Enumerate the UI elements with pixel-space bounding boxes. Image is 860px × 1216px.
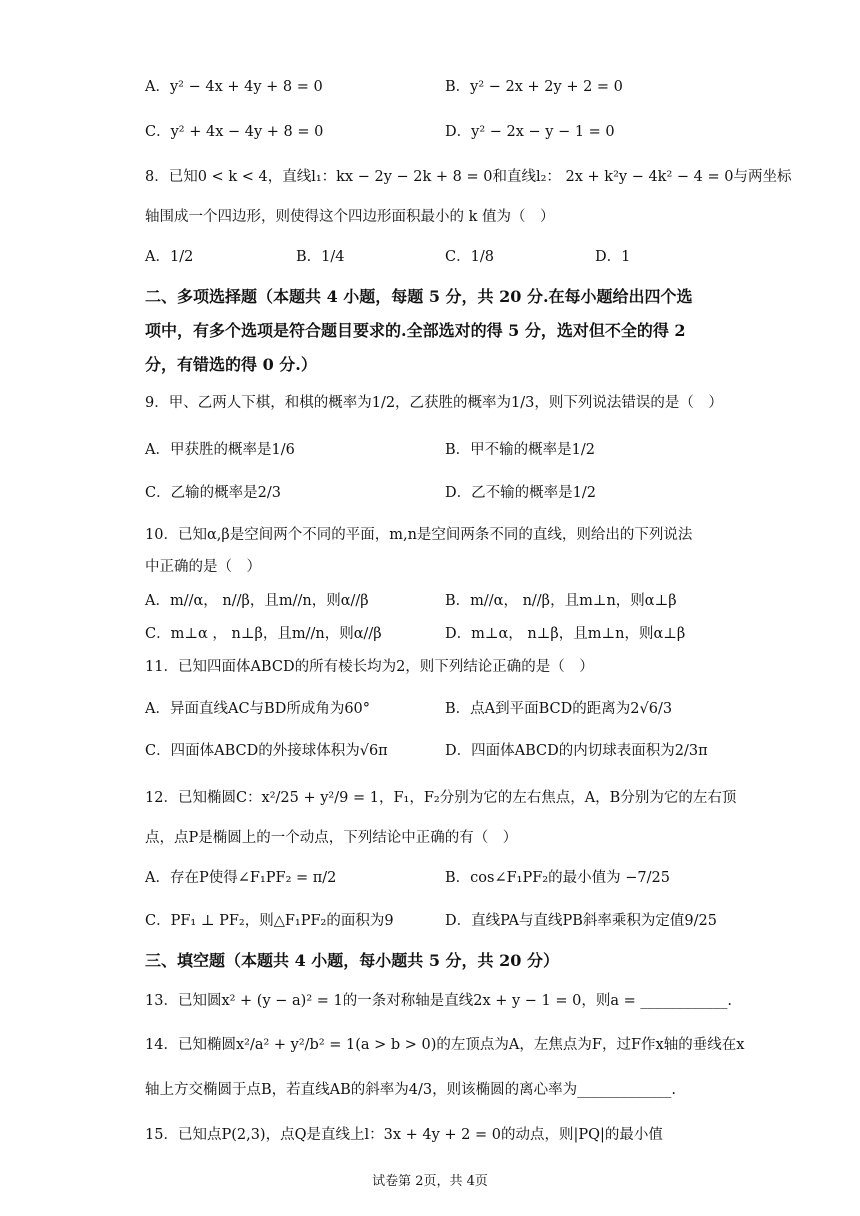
q9-option-b: B．甲不输的概率是1/2	[445, 442, 595, 458]
section2-heading-line3: 分，有错选的得 0 分.）	[145, 355, 317, 374]
q9-option-a: A．甲获胜的概率是1/6	[145, 442, 295, 458]
q7-option-b: B．y² − 2x + 2y + 2 = 0	[445, 79, 623, 95]
q11-stem: 11．已知四面体ABCD的所有棱长均为2，则下列结论正确的是（ ）	[145, 659, 594, 675]
q10-stem-line2: 中正确的是（ ）	[145, 559, 261, 575]
q10-stem-line1: 10．已知α,β是空间两个不同的平面，m,n是空间两条不同的直线，则给出的下列说法	[145, 527, 693, 543]
q8-option-d: D．1	[595, 249, 631, 265]
q12-option-a: A．存在P使得∠F₁PF₂ = π/2	[145, 870, 337, 886]
q10-option-b: B．m//α， n//β，且m⊥n，则α⊥β	[445, 593, 677, 609]
section2-heading-line2: 项中，有多个选项是符合题目要求的.全部选对的得 5 分，选对但不全的得 2	[145, 321, 686, 340]
q11-option-c: C．四面体ABCD的外接球体积为√6π	[145, 743, 388, 759]
q8-option-c: C．1/8	[445, 249, 494, 265]
q14-stem-line1: 14．已知椭圆x²/a² + y²/b² = 1(a > b > 0)的左顶点为A，左焦点为F，过F作x轴的垂线在x	[145, 1037, 745, 1053]
q12-stem-line2: 点，点P是椭圆上的一个动点，下列结论中正确的有（ ）	[145, 830, 518, 846]
q11-option-a: A．异面直线AC与BD所成角为60°	[145, 701, 371, 717]
q8-stem-line2: 轴围成一个四边形，则使得这个四边形面积最小的 k 值为（ ）	[145, 209, 555, 225]
q9-option-d: D．乙不输的概率是1/2	[445, 485, 596, 501]
q12-option-b: B．cos∠F₁PF₂的最小值为 −7/25	[445, 870, 670, 886]
q15-stem: 15．已知点P(2,3)，点Q是直线上l：3x + 4y + 2 = 0的动点，则|PQ|的最小值	[145, 1127, 663, 1143]
q8-option-b: B．1/4	[296, 249, 345, 265]
section3-heading: 三、填空题（本题共 4 小题，每小题共 5 分，共 20 分）	[145, 951, 559, 970]
q9-stem: 9．甲、乙两人下棋，和棋的概率为1/2，乙获胜的概率为1/3，则下列说法错误的是（ ）	[145, 395, 723, 411]
q11-option-b: B．点A到平面BCD的距离为2√6/3	[445, 701, 673, 717]
q13-stem: 13．已知圆x² + (y − a)² = 1的一条对称轴是直线2x + y − 1 = 0，则a = ____________.	[145, 993, 733, 1009]
q10-option-a: A．m//α， n//β，且m//n，则α//β	[145, 593, 369, 609]
section2-heading-line1: 二、多项选择题（本题共 4 小题，每题 5 分，共 20 分.在每小题给出四个选	[145, 287, 693, 306]
q12-option-d: D．直线PA与直线PB斜率乘积为定值9/25	[445, 913, 717, 929]
q7-option-d: D．y² − 2x − y − 1 = 0	[445, 124, 615, 140]
q12-option-c: C．PF₁ ⊥ PF₂，则△F₁PF₂的面积为9	[145, 913, 394, 929]
q11-option-d: D．四面体ABCD的内切球表面积为2/3π	[445, 743, 708, 759]
page-footer: 试卷第 2页，共 4页	[372, 1174, 488, 1189]
q14-stem-line2: 轴上方交椭圆于点B，若直线AB的斜率为4/3，则该椭圆的离心率为_____________.	[145, 1082, 676, 1098]
q8-option-a: A．1/2	[145, 249, 194, 265]
q8-stem-line1: 8．已知0 < k < 4，直线l₁：kx − 2y − 2k + 8 = 0和直线l₂： 2x + k²y − 4k² − 4 = 0与两坐标	[145, 169, 792, 185]
q7-option-a: A．y² − 4x + 4y + 8 = 0	[145, 79, 323, 95]
q10-option-c: C．m⊥α ， n⊥β，且m//n，则α//β	[145, 626, 382, 642]
q10-option-d: D．m⊥α， n⊥β，且m⊥n，则α⊥β	[445, 626, 686, 642]
q7-option-c: C．y² + 4x − 4y + 8 = 0	[145, 124, 324, 140]
q12-stem-line1: 12．已知椭圆C：x²/25 + y²/9 = 1，F₁，F₂分别为它的左右焦点，A，B分别为它的左右顶	[145, 790, 737, 806]
q9-option-c: C．乙输的概率是2/3	[145, 485, 281, 501]
